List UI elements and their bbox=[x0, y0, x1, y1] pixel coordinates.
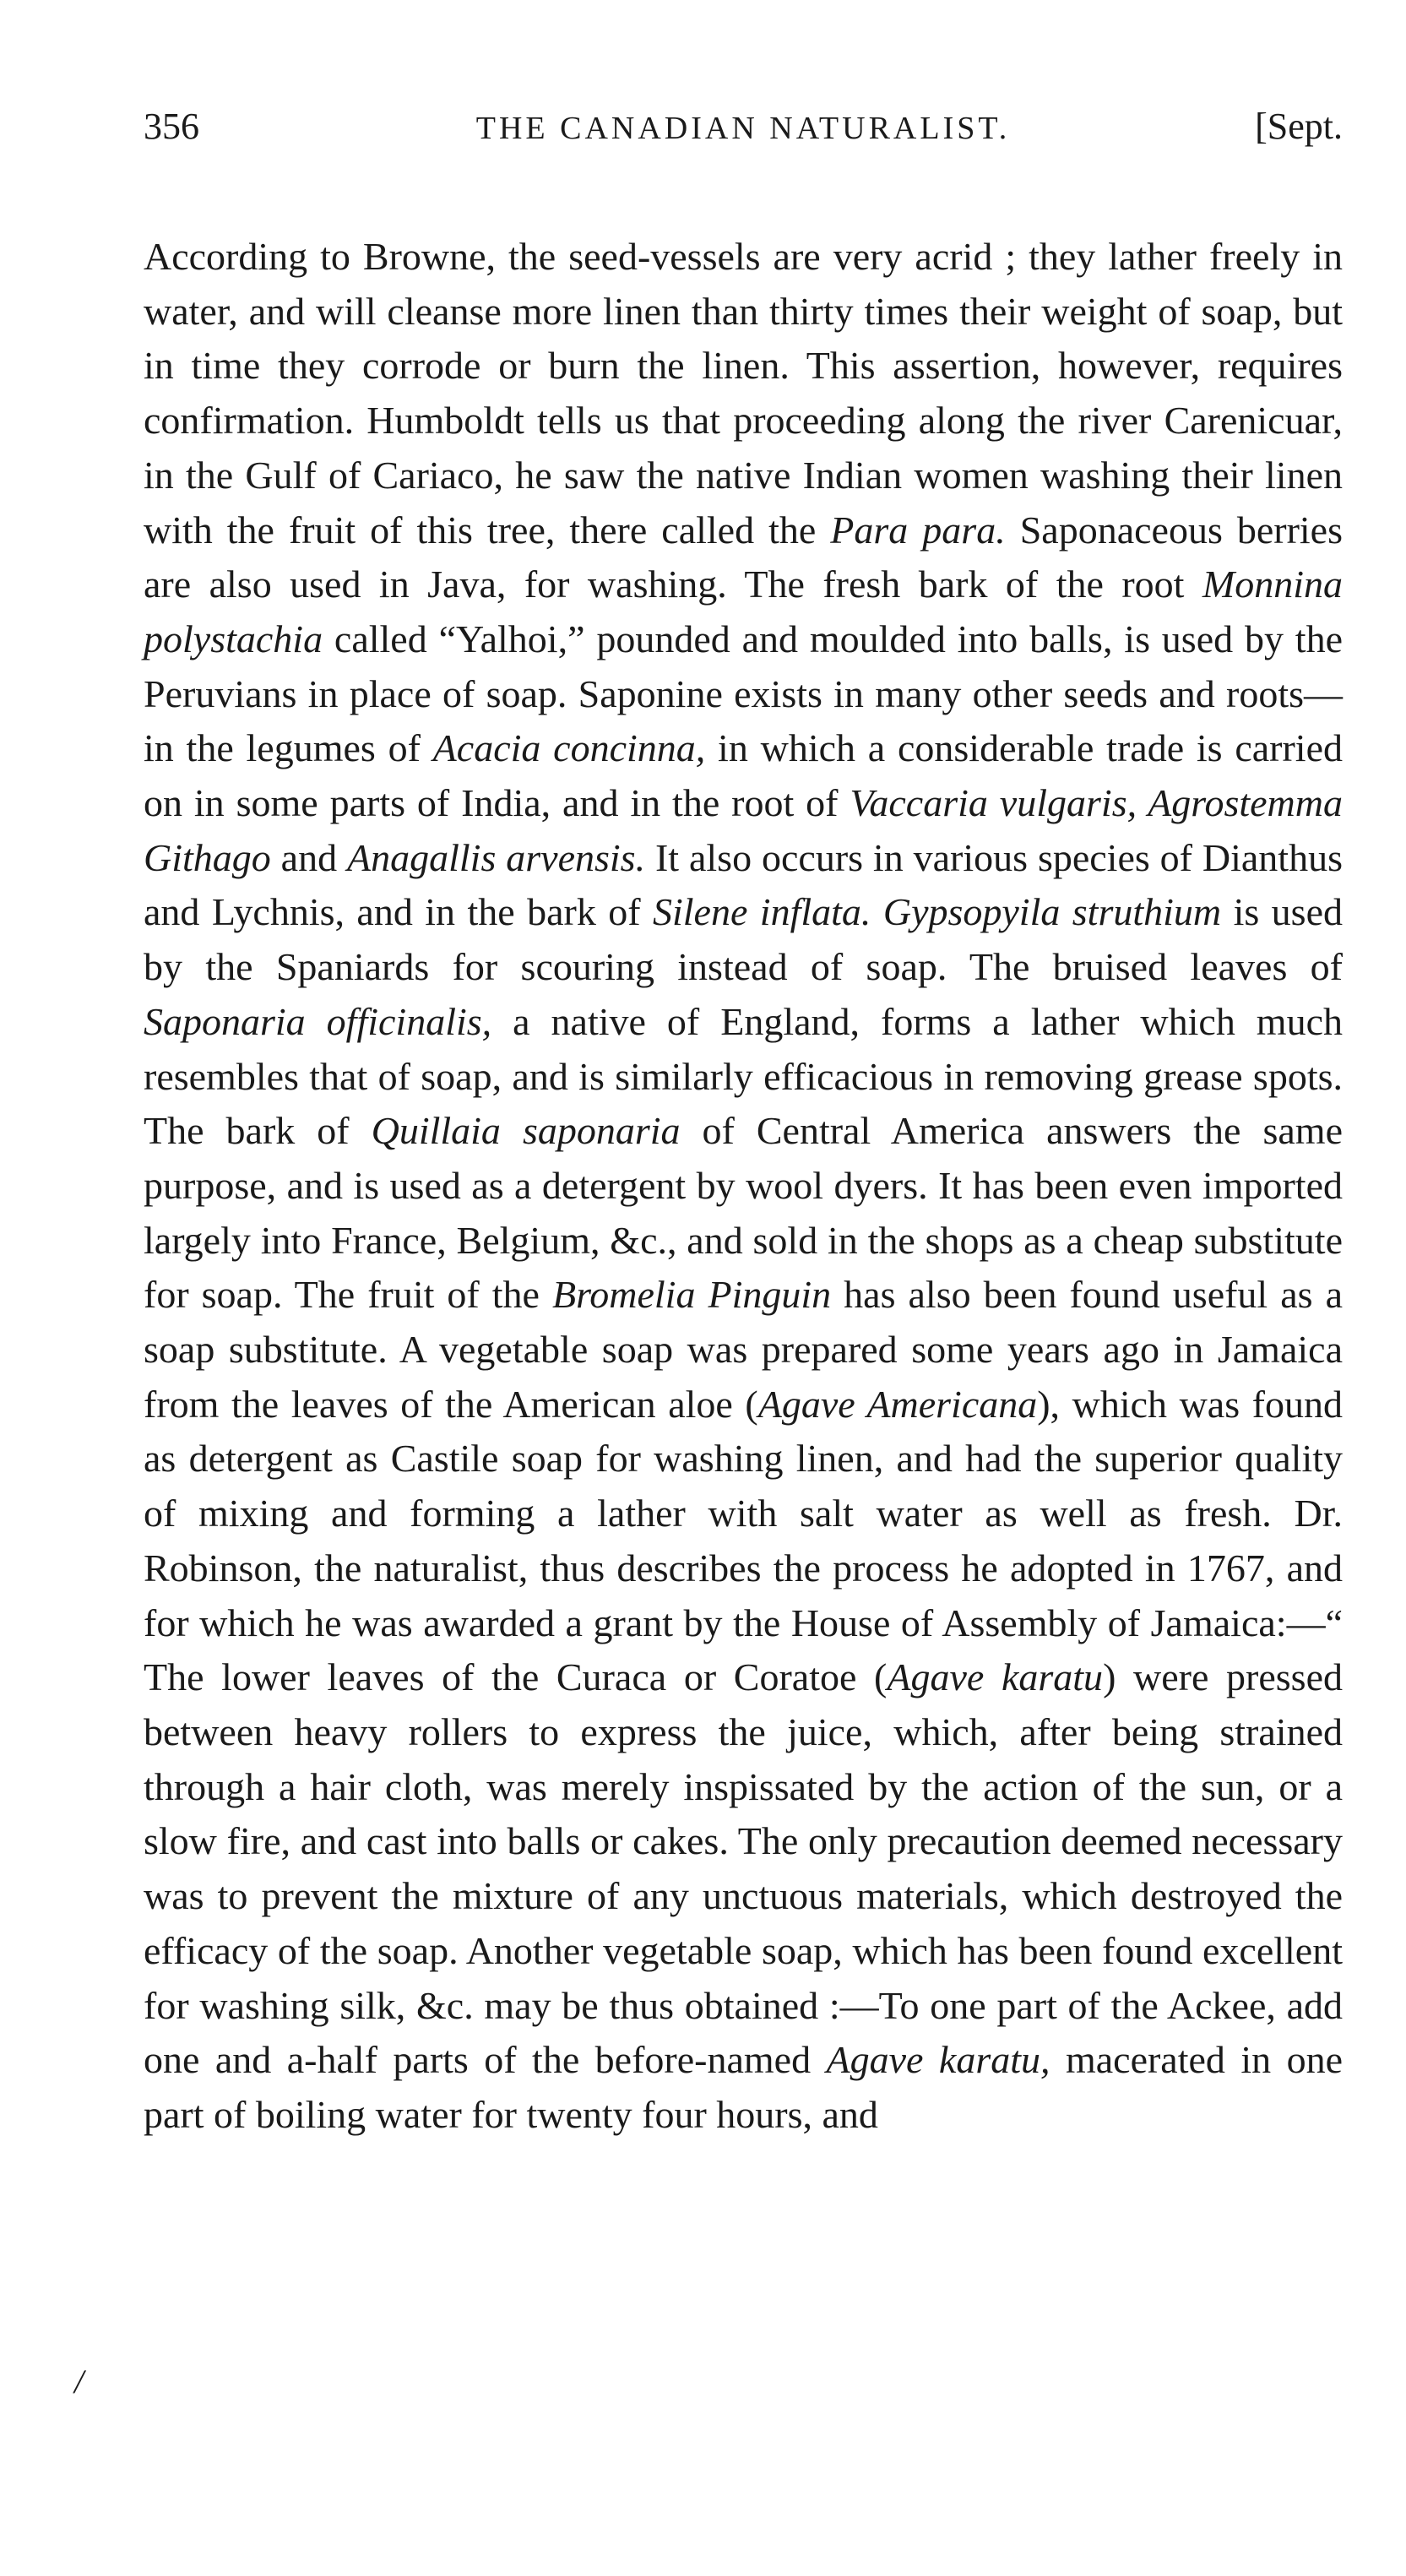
text-run: macerated in one part of boiling water for twenty four hours, and bbox=[144, 2038, 1344, 2136]
text-run: in which a considerable trade is carried on in some parts of India, and in the root of bbox=[144, 726, 1344, 825]
italic-run: Quillaia saponaria bbox=[371, 1109, 681, 1153]
italic-run: Agave karatu bbox=[887, 1655, 1104, 1699]
text-run: is used by the Spaniards for scouring instead of soap. The bruised leaves of bbox=[144, 890, 1343, 989]
italic-run: Para para. bbox=[830, 508, 1006, 552]
text-run: has also been found useful as a soap substitute. A vegetable soap was prepared some years ago in Jamaica from the leaves of the American aloe ( bbox=[144, 1273, 1343, 1426]
italic-run: Acacia concinna, bbox=[432, 726, 706, 770]
text-run: of Central America answers the same purpose, and is used as a detergent by wool dyers. It has been even imported largely into France, Belgium, &c., and sold in the shops as a cheap substitute for soap. The fruit of the bbox=[144, 1109, 1343, 1317]
text-run: ) were pressed between heavy rollers to express the juice, which, after being strained through a hair cloth, was merely inspissated by the action of the sun, or a slow fire, and cast into balls or cakes. The only precaution deemed necessary was to prevent the mixture of any unctuous materials, which destroyed the efficacy of the soap. Another vegetable soap, which has been found excellent for washing silk, &c. may be thus obtained :—To one part of the Ackee, add one and a-half parts of the before-named bbox=[144, 1655, 1344, 2082]
text-run: According to Browne, the seed-vessels are very acrid ; they lather freely in water, and will cleanse more linen than thirty times their weight of soap, but in time they corrode or burn the linen. This assertion, however, requires confirmation. Humboldt tells us that proceeding along the river Carenicuar, in the Gulf of Cariaco, he saw the native Indian women washing their linen with the fruit of this tree, there called the bbox=[144, 235, 1343, 552]
text-run: ), which was found as detergent as Castile soap for washing linen, and had the superior quality of mixing and forming a lather with salt water as well as fresh. Dr. Robinson, the naturalist, thus describes the process he adopted in 1767, and for which he was awarded a grant by the House of Assembly of Jamaica:—“ The lower leaves of the Curaca or Coratoe ( bbox=[144, 1382, 1344, 1699]
italic-run: Anagallis arvensis. bbox=[347, 835, 646, 879]
text-run: It also occurs in various species of Dianthus and Lychnis, and in the bark of bbox=[144, 835, 1343, 934]
italic-run: Silene inflata. Gypsopyila struthium bbox=[652, 890, 1222, 934]
journal-title: THE CANADIAN NATURALIST. bbox=[475, 111, 1011, 146]
italic-run: Bromelia Pinguin bbox=[551, 1273, 832, 1317]
text-run: and bbox=[270, 835, 348, 879]
page-number: 356 bbox=[144, 106, 199, 147]
body-paragraph bbox=[144, 230, 1343, 2143]
running-head bbox=[144, 101, 1343, 169]
text-run: called “Yalhoi,” pounded and moulded into balls, is used by the Peruvians in place of soap. Saponine exists in many other seeds and roots—in the legumes of bbox=[144, 617, 1343, 770]
book-page bbox=[144, 101, 1343, 2182]
italic-run: Vaccaria vulgaris, Agrostemma Githago bbox=[144, 781, 1343, 879]
issue-month: [Sept. bbox=[1255, 106, 1343, 147]
text-run: Saponaceous berries are also used in Java, for washing. The fresh bark of the root bbox=[144, 508, 1343, 606]
italic-run: Monnina polystachia bbox=[144, 562, 1343, 660]
margin-mark: / bbox=[74, 2362, 84, 2400]
italic-run: Saponaria officinalis, bbox=[144, 999, 492, 1043]
text-run: a native of England, forms a lather which much resembles that of soap, and is similarly efficacious in removing grease spots. The bark of bbox=[144, 999, 1343, 1153]
italic-run: Agave karatu, bbox=[826, 2038, 1050, 2082]
italic-run: Agave Americana bbox=[757, 1382, 1038, 1426]
